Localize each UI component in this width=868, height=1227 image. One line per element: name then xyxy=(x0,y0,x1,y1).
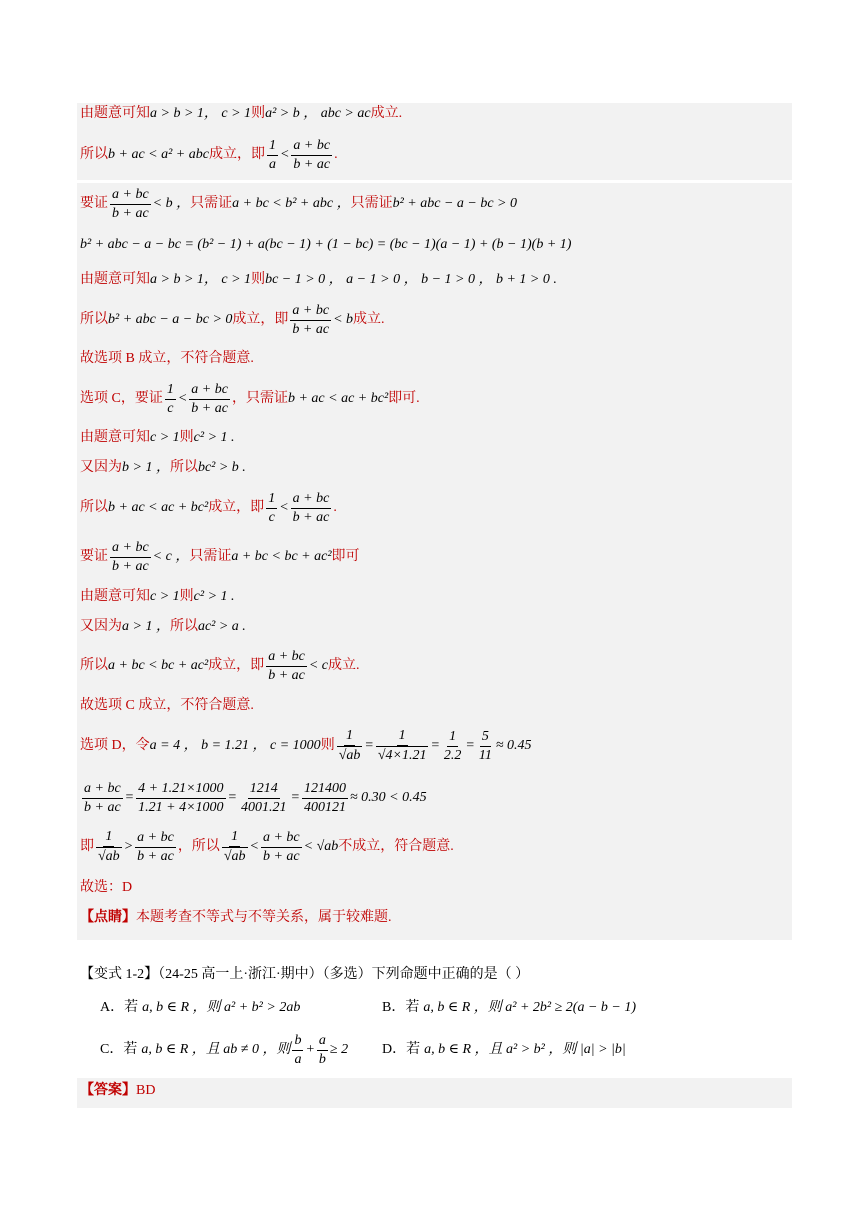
solution-line-17 xyxy=(80,725,532,767)
option-label: A．若 xyxy=(100,1000,139,1015)
solution-line-16 xyxy=(80,696,254,716)
math: a + bc < b² + abc ， xyxy=(232,196,351,211)
math: = xyxy=(364,738,374,753)
solution-line-15 xyxy=(80,646,360,686)
option-label: B．若 xyxy=(382,1000,420,1015)
fraction: $\frac{a + bc}{b + ac}$ xyxy=(112,539,149,574)
math: c² > 1 . xyxy=(193,430,235,445)
text: 由题意可知 xyxy=(80,430,150,445)
math: ≥ 2 xyxy=(329,1042,349,1057)
text: 故选：D xyxy=(80,880,133,895)
fraction: $\frac{a + bc}{b + ac}$ xyxy=(191,381,228,416)
fraction: $\frac{1}{√ab}$ xyxy=(98,829,120,864)
math: b² + abc − a − bc > 0 xyxy=(108,312,233,327)
math: b + ac < a² + abc xyxy=(108,147,209,162)
text: 所以 xyxy=(80,147,108,162)
answer-line xyxy=(80,1081,155,1101)
text: 所以 xyxy=(80,658,108,673)
math: c > 1 xyxy=(150,589,180,604)
text: 则 xyxy=(179,589,194,604)
math: bc − 1 > 0 ， a − 1 > 0 ， b − 1 > 0 ， b + 1 > 0 . xyxy=(265,272,557,287)
fraction: $\frac{1}{2.2}$ xyxy=(443,728,462,763)
solution-line-4 xyxy=(80,235,571,255)
text: 要证 xyxy=(80,549,108,564)
solution-line-20 xyxy=(80,878,132,898)
text: 又因为 xyxy=(80,619,122,634)
math: b > 1 ， xyxy=(122,460,170,475)
fraction: $\frac{a + bc}{b + ac}$ xyxy=(268,648,305,683)
text: ，所以 xyxy=(177,839,220,854)
text: 成立，即 xyxy=(208,500,265,515)
text: 成立，即 xyxy=(208,147,265,162)
text: 成立. xyxy=(370,106,403,121)
text: 则 xyxy=(251,106,266,121)
math: a > b > 1， c > 1 xyxy=(150,272,252,287)
solution-line-19 xyxy=(80,826,454,868)
text: 要证 xyxy=(80,196,108,211)
fraction: $\frac{b}{a}$ xyxy=(294,1032,302,1067)
text: 由题意可知 xyxy=(80,106,150,121)
fraction: $\frac{a}{b}$ xyxy=(318,1032,326,1067)
math: = xyxy=(430,738,440,753)
math: < c ， xyxy=(152,549,190,564)
math: < b ， xyxy=(152,196,191,211)
math: < c xyxy=(308,658,329,673)
math: ac² > a . xyxy=(197,619,246,634)
fraction: $\frac{a + bc}{b + ac}$ xyxy=(84,780,121,815)
text: 又因为 xyxy=(80,460,122,475)
text: 成立. xyxy=(328,658,360,673)
solution-line-1 xyxy=(80,104,402,124)
text: 即可 xyxy=(331,549,360,564)
math: = xyxy=(227,790,237,805)
solution-line-9 xyxy=(80,428,235,448)
fraction: $\frac{1214}{4001.21}$ xyxy=(240,780,287,815)
solution-line-2 xyxy=(80,135,338,175)
text: 不成立，符合题意. xyxy=(338,839,454,854)
fraction: $\frac{1}{c}$ xyxy=(268,490,276,525)
math: = xyxy=(124,790,135,805)
math: a = 4 ， b = 1.21 ， c = 1000 xyxy=(149,738,321,753)
question-text: 【变式 1-2】（24-25 高一上·浙江·期中）（多选）下列命题中正确的是（ ） xyxy=(80,967,530,982)
solution-line-5 xyxy=(80,270,557,290)
math: b + ac < ac + bc² xyxy=(287,391,389,406)
fraction: $\frac{5}{11}$ xyxy=(478,728,492,763)
option-c xyxy=(100,1030,348,1070)
option-a xyxy=(100,998,300,1018)
math: + xyxy=(305,1042,315,1057)
fraction: $\frac{1}{√ab}$ xyxy=(223,829,246,864)
text: 所以 xyxy=(80,312,108,327)
fraction: $\frac{a + bc}{b + ac}$ xyxy=(137,829,174,864)
option-label: D．若 xyxy=(382,1042,421,1057)
math: a + bc < bc + ac² xyxy=(108,658,209,673)
text: 选项 C，要证 xyxy=(80,391,163,406)
math: a > b > 1， c > 1 xyxy=(150,106,252,121)
fraction: $\frac{1}{a}$ xyxy=(268,137,276,172)
fraction: $\frac{1}{√4\times 1.21}$ xyxy=(377,728,427,763)
text: 成立. xyxy=(353,312,385,327)
solution-line-6 xyxy=(80,300,385,340)
text: 则 xyxy=(179,430,194,445)
tip-label: 【点睛】 xyxy=(80,910,136,925)
option-d xyxy=(382,1040,626,1060)
answer-value: BD xyxy=(136,1083,156,1098)
math: ≈ 0.30 < 0.45 xyxy=(349,790,427,805)
text: 故选项 B 成立，不符合题意. xyxy=(80,351,254,366)
option-b xyxy=(382,998,636,1018)
text: 即 xyxy=(80,839,94,854)
text: 只需证 xyxy=(190,196,233,211)
math: a, b ∈ R ，则 a² + b² > 2ab xyxy=(142,1000,301,1015)
fraction: $\frac{a + bc}{b + ac}$ xyxy=(292,302,330,337)
solution-line-12 xyxy=(80,537,360,577)
math: c > 1 xyxy=(150,430,180,445)
text: ，只需证 xyxy=(231,391,288,406)
fraction: $\frac{121400}{400121}$ xyxy=(303,780,346,815)
text: 即可. xyxy=(388,391,420,406)
math: a, b ∈ R ，且 a² > b² ，则 |a| > |b| xyxy=(424,1042,626,1057)
text: 成立，即 xyxy=(232,312,289,327)
solution-line-21 xyxy=(80,908,392,928)
math: = xyxy=(465,738,475,753)
math: < xyxy=(177,391,188,406)
text: 所以 xyxy=(169,619,198,634)
text: 只需证 xyxy=(189,549,232,564)
fraction: $\frac{a + bc}{b + ac}$ xyxy=(262,829,300,864)
option-label: C．若 xyxy=(100,1042,138,1057)
answer-label: 【答案】 xyxy=(80,1083,136,1098)
answer-panel xyxy=(77,1078,792,1108)
text: 只需证 xyxy=(350,196,393,211)
math: b² + abc − a − bc = (b² − 1) + a(bc − 1) + (1 − bc) = (bc − 1)(a − 1) + (b − 1)(b + 1) xyxy=(80,237,572,252)
solution-line-11 xyxy=(80,488,337,528)
fraction: $\frac{a + bc}{b + ac}$ xyxy=(112,186,149,221)
text: . xyxy=(334,147,338,162)
math: bc² > b . xyxy=(197,460,246,475)
solution-line-3 xyxy=(80,184,517,224)
math: a + bc < bc + ac² xyxy=(231,549,332,564)
text: 由题意可知 xyxy=(80,589,150,604)
math: = xyxy=(290,790,300,805)
fraction: $\frac{a + bc}{b + ac}$ xyxy=(292,490,330,525)
solution-line-18 xyxy=(80,777,427,819)
math: c² > 1 . xyxy=(193,589,235,604)
math: < xyxy=(279,147,290,162)
fraction: $\frac{1}{√ab}$ xyxy=(338,728,361,763)
solution-line-14 xyxy=(80,617,246,637)
math: a > 1 ， xyxy=(122,619,170,634)
math: ≈ 0.45 xyxy=(495,738,532,753)
math: > xyxy=(123,839,134,854)
text: 本题考查不等式与不等关系，属于较难题. xyxy=(136,910,392,925)
text: 则 xyxy=(320,738,335,753)
solution-line-7 xyxy=(80,349,254,369)
text: 则 xyxy=(251,272,266,287)
fraction: $\frac{1}{c}$ xyxy=(166,381,174,416)
text: . xyxy=(333,500,337,515)
text: 由题意可知 xyxy=(80,272,150,287)
text: 成立，即 xyxy=(208,658,265,673)
math: < b xyxy=(333,312,354,327)
solution-line-10 xyxy=(80,458,246,478)
math: a, b ∈ R ，且 ab ≠ 0 ，则 xyxy=(141,1042,291,1057)
text: 所以 xyxy=(80,500,108,515)
math: a, b ∈ R ，则 a² + 2b² ≥ 2(a − b − 1) xyxy=(423,1000,637,1015)
solution-line-13 xyxy=(80,587,235,607)
math: a² > b ， abc > ac xyxy=(265,106,371,121)
math: b² + abc − a − bc > 0 xyxy=(392,196,518,211)
math: < xyxy=(279,500,289,515)
solution-line-8 xyxy=(80,379,420,419)
text: 所以 xyxy=(169,460,198,475)
math: b + ac < ac + bc² xyxy=(108,500,209,515)
fraction: $\frac{4 + 1.21\times 1000}{1.21 + 4\times 1000}$ xyxy=(138,780,224,815)
question-header xyxy=(80,965,529,985)
text: 选项 D，令 xyxy=(80,738,150,753)
text: 故选项 C 成立，不符合题意. xyxy=(80,698,254,713)
math: < √ab xyxy=(303,839,339,854)
math: < xyxy=(249,839,259,854)
fraction: $\frac{a + bc}{b + ac}$ xyxy=(293,137,331,172)
